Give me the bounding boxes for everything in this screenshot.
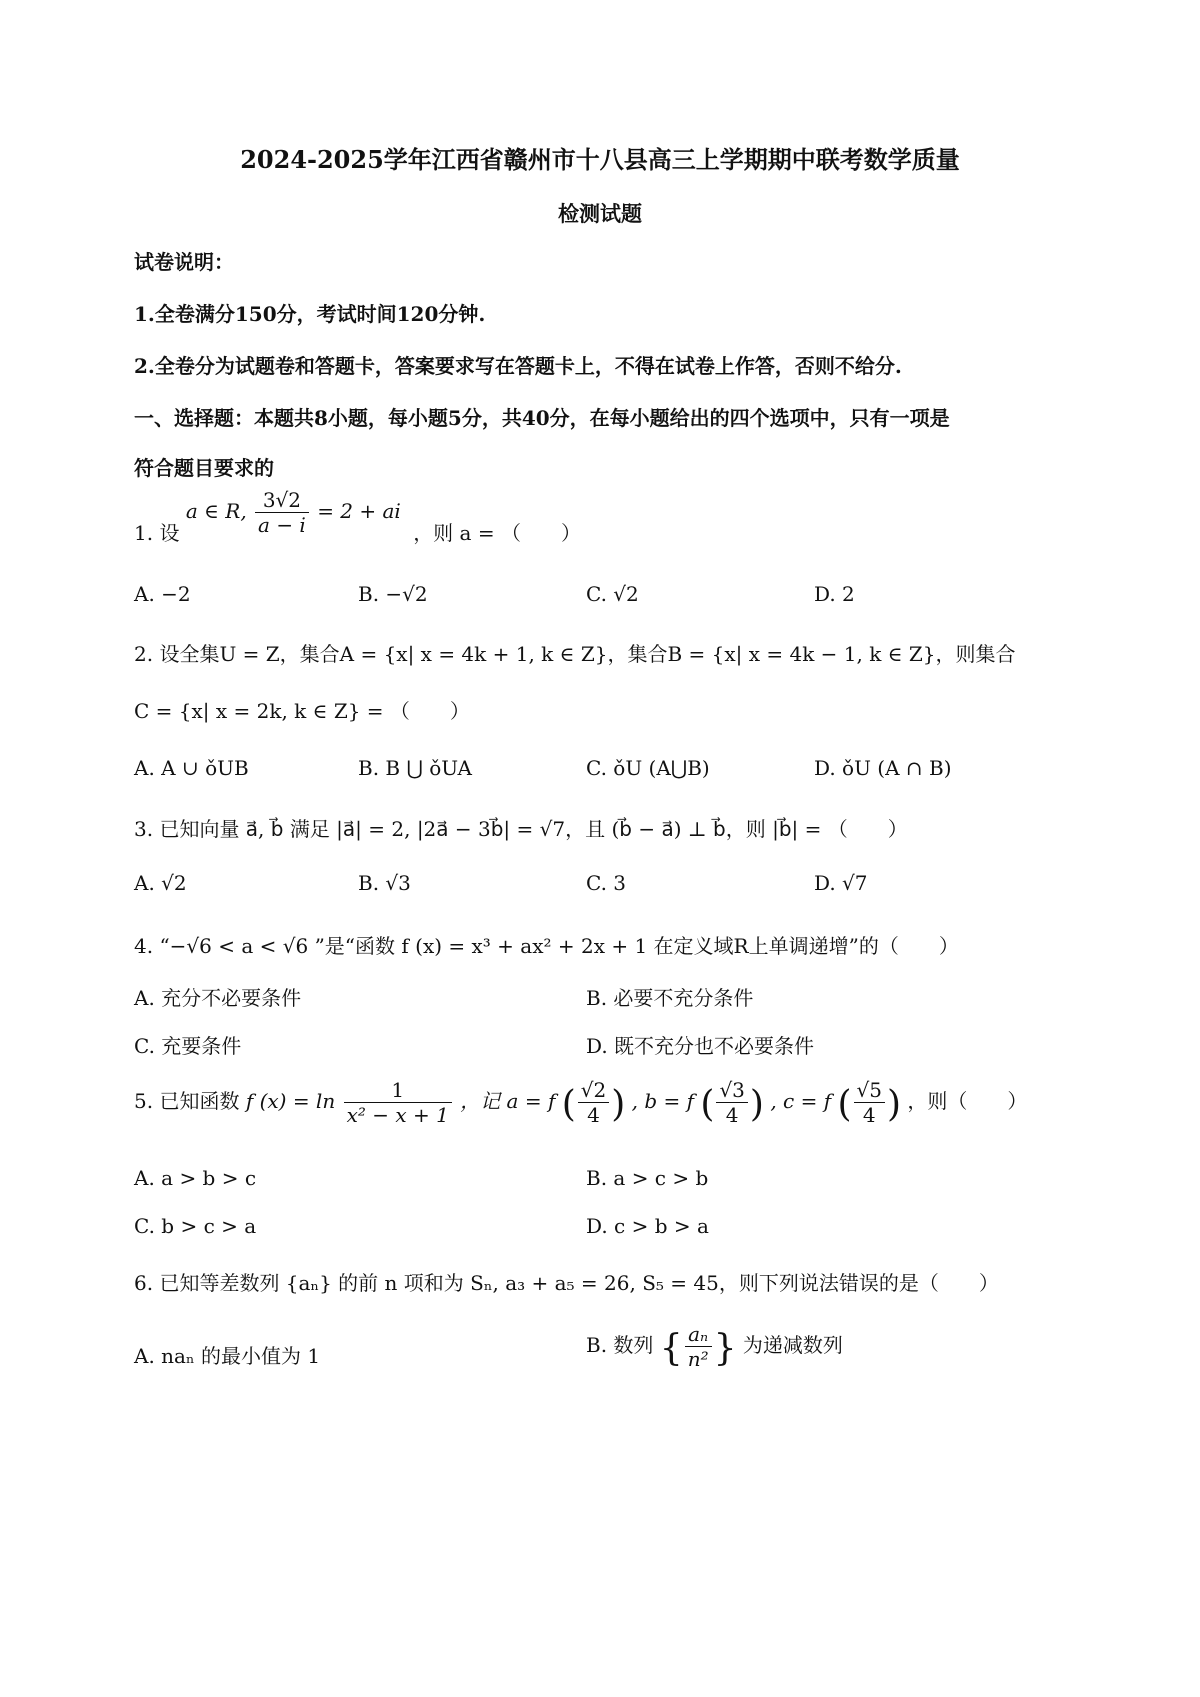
question-6: 6. 已知等差数列 {aₙ} 的前 n 项和为 Sₙ, a₃ + a₅ = 26, S₅ = 45，则下列说法错误的是（ ） — [134, 1271, 999, 1295]
q1-rhs: = 2 + ai — [317, 499, 401, 523]
q2-option-d: D. ǒU (A ∩ B) — [814, 756, 952, 780]
q5-option-c: C. b > c > a — [134, 1214, 257, 1238]
q1-prefix: 1. 设 — [134, 521, 180, 545]
q3-option-a: A. √2 — [134, 871, 187, 895]
q1-condition: a ∈ R, — [185, 499, 247, 523]
q2-option-a: A. A ∪ ǒUB — [134, 756, 249, 780]
question-1 — [134, 488, 581, 559]
q5-b-frac — [716, 1078, 747, 1127]
instructions-item-2: 2.全卷分为试题卷和答题卡，答案要求写在答题卡上，不得在试卷上作答，否则不给分. — [134, 354, 902, 378]
q2-option-c: C. ǒU (A⋃B) — [586, 756, 710, 780]
q5-c-pre: , c = f — [770, 1089, 832, 1113]
q5-option-d: D. c > b > a — [586, 1214, 709, 1238]
q6-option-b-suffix: 为递减数列 — [742, 1333, 843, 1357]
q5-b-den: 4 — [725, 1103, 739, 1127]
q6-option-b-den: n² — [687, 1347, 709, 1371]
page-title: 2024-2025学年江西省赣州市十八县高三上学期期中联考数学质量 — [240, 145, 960, 174]
q1-option-d: D. 2 — [814, 582, 855, 606]
q5-frac-den: x² − x + 1 — [346, 1103, 449, 1127]
q1-tail: ，则 a = （ ） — [413, 521, 581, 545]
q5-c-den: 4 — [862, 1103, 876, 1127]
section-heading-cont: 符合题目要求的 — [134, 456, 274, 480]
q5-b-num: √3 — [716, 1078, 747, 1103]
q1-fraction — [255, 488, 309, 537]
q5-a-den: 4 — [587, 1103, 600, 1127]
instructions-item-1: 1.全卷满分150分，考试时间120分钟. — [134, 302, 486, 326]
q6-option-b-num: aₙ — [685, 1322, 712, 1347]
q6-option-a: A. naₙ 的最小值为 1 — [134, 1344, 321, 1368]
q6-option-b: B. 数列 { $\frac{\text{aₙ}}{\text{n²}}$ } 为递减数列 — [586, 1322, 843, 1371]
q1-frac-num: 3√2 — [255, 488, 309, 513]
q5-fraction — [344, 1078, 452, 1127]
q4-option-b: B. 必要不充分条件 — [586, 986, 754, 1010]
q5-mid: ，记 a = f — [460, 1089, 556, 1113]
question-2-line-2: C = {x| x = 2k, k ∈ Z} = （ ） — [134, 699, 470, 723]
q3-option-c: C. 3 — [586, 871, 627, 895]
question-4: 4. “−√6 < a < √6 ”是“函数 f (x) = x³ + ax² + 2x + 1 在定义域R上单调递增”的（ ） — [134, 934, 959, 958]
q5-a-num: √2 — [578, 1078, 609, 1103]
q6-option-b-fraction — [685, 1322, 712, 1371]
q5-b-pre: , b = f — [631, 1089, 695, 1113]
q4-option-d: D. 既不充分也不必要条件 — [586, 1034, 815, 1058]
question-5: 5. 已知函数 f (x) = ln $\frac{1}{\text{x² − x + 1}}$ ，记 a = f ( $\frac{√2}{4}$ ) , b = f ( $\frac{√3}{4}$ ) , c = f ( $\frac{√5}{4}$ ) ，则（ ） — [134, 1078, 1028, 1127]
q1-option-c: C. √2 — [586, 582, 639, 606]
question-3: 3. 已知向量 a⃗, b⃗ 满足 |a⃗| = 2, |2a⃗ − 3b⃗| = √7，且 (b⃗ − a⃗) ⊥ b⃗，则 |b⃗| = （ ） — [134, 817, 908, 841]
instructions-heading: 试卷说明： — [134, 250, 234, 274]
q5-function: f (x) = ln — [245, 1089, 336, 1113]
q3-option-b: B. √3 — [358, 871, 411, 895]
q5-tail: ，则（ ） — [907, 1089, 1028, 1113]
q4-option-a: A. 充分不必要条件 — [134, 986, 302, 1010]
q5-c-frac — [854, 1078, 885, 1127]
q1-option-a: A. −2 — [134, 582, 191, 606]
question-2-line-1: 2. 设全集U = Z，集合A = {x| x = 4k + 1, k ∈ Z}，集合B = {x| x = 4k − 1, k ∈ Z}，则集合 — [134, 642, 1016, 666]
q5-prefix: 5. 已知函数 — [134, 1089, 240, 1113]
q3-option-d: D. √7 — [814, 871, 868, 895]
q2-option-b: B. B ⋃ ǒUA — [358, 756, 472, 780]
q5-c-num: √5 — [854, 1078, 885, 1103]
q4-option-c: C. 充要条件 — [134, 1034, 242, 1058]
section-heading: 一、选择题：本题共8小题，每小题5分，共40分，在每小题给出的四个选项中，只有一项是 — [134, 406, 950, 430]
q5-option-a: A. a > b > c — [134, 1166, 257, 1190]
q5-frac-num: 1 — [344, 1078, 452, 1103]
page-subtitle: 检测试题 — [558, 201, 642, 226]
q5-a-frac — [578, 1078, 609, 1127]
q1-option-b: B. −√2 — [358, 582, 428, 606]
q6-option-b-prefix: B. 数列 — [586, 1333, 654, 1357]
q5-option-b: B. a > c > b — [586, 1166, 709, 1190]
q1-frac-den: a − i — [258, 513, 306, 537]
